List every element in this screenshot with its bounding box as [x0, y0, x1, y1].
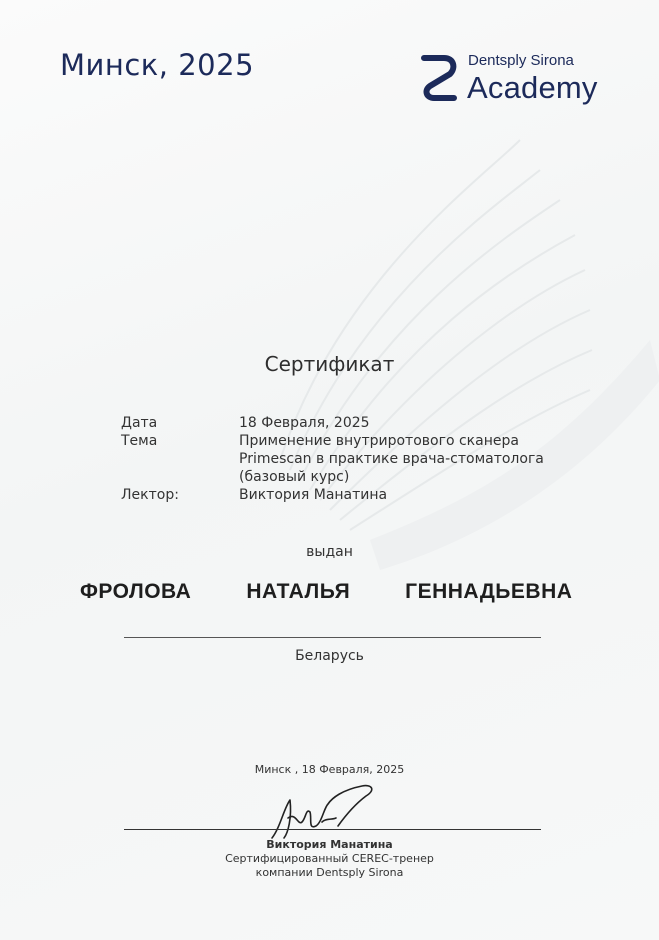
country-text: Беларусь: [295, 648, 364, 664]
issued-label: выдан: [306, 544, 353, 560]
certificate-details: [121, 414, 601, 504]
lecturer-row: [121, 486, 601, 504]
signer-block: [0, 838, 659, 880]
lecturer-label: Лектор:: [121, 487, 179, 503]
signature-line: [124, 829, 541, 830]
logo-academy-text: Academy: [467, 70, 598, 105]
certificate-title: Сертификат: [264, 352, 395, 376]
recipient-name: ФРОЛОВА НАТАЛЬЯ ГЕННАДЬЕВНА: [80, 580, 573, 603]
city-year-heading: Минск, 2025: [60, 48, 255, 82]
date-row: [121, 414, 601, 432]
dentsply-sirona-s-mark-icon: [420, 54, 458, 104]
lecturer-value: Виктория Манатина: [239, 487, 388, 503]
topic-value: Применение внутриротового сканера Primescan в практике врача-стоматолога (базовый курс): [239, 433, 544, 485]
place-date-text: Минск , 18 Февраля, 2025: [254, 763, 405, 776]
signer-role: Сертифицированный CEREC-тренер: [225, 852, 434, 865]
signer-name: Виктория Манатина: [266, 838, 393, 851]
signer-company: компании Dentsply Sirona: [255, 866, 404, 879]
topic-label: Тема: [121, 433, 158, 449]
logo-brand-text: Dentsply Sirona: [468, 52, 574, 69]
date-value: 18 Февраля, 2025: [239, 415, 370, 431]
dentsply-sirona-academy-logo: [420, 52, 620, 110]
recipient-underline: [124, 637, 541, 638]
topic-row: [121, 432, 601, 486]
watermark-fan-icon: [220, 80, 659, 580]
date-label: Дата: [121, 415, 158, 431]
